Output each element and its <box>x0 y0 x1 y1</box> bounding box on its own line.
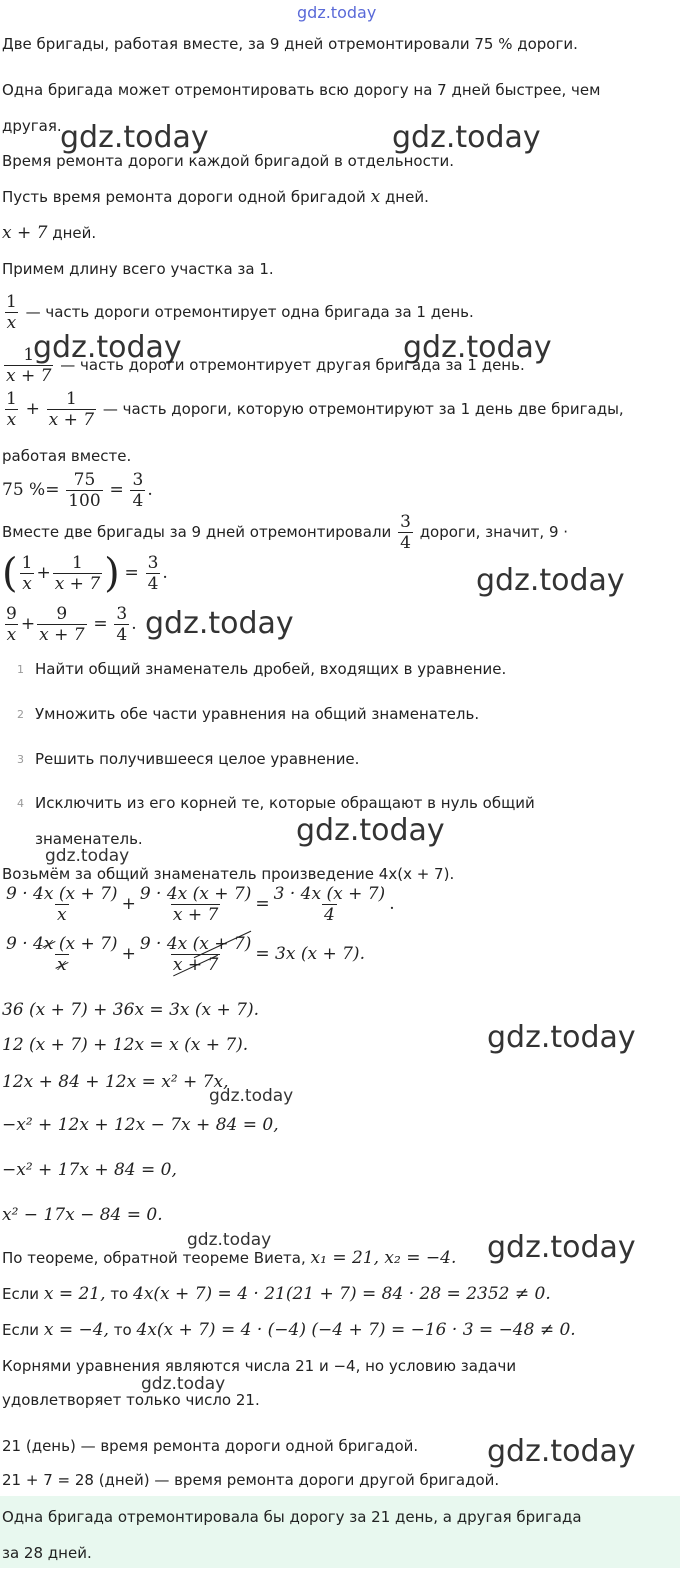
problem-line-2: Одна бригада может отремонтировать всю дорогу на 7 дней быстрее, чем <box>2 81 601 99</box>
second-brigade-time <box>2 223 96 243</box>
watermark: gdz.today <box>296 813 445 848</box>
together-text: Вместе две бригады за 9 дней отремонтировали <box>2 523 392 541</box>
let-statement <box>2 187 429 207</box>
find-statement: Время ремонта дороги каждой бригадой в отдельности. <box>2 152 455 170</box>
rate-second-line <box>2 345 525 386</box>
let-text: Пусть время ремонта дороги одной бригадой <box>2 188 366 206</box>
rate-sum-line: $\frac{1}{x}$ + $\frac{1}{x + 7}$ — часть дороги, которую отремонтируют за 1 день две бригады, <box>6 389 624 430</box>
expr-x-plus-7: x + 7 <box>2 223 48 243</box>
watermark-small: gdz.today <box>141 1374 226 1394</box>
fraction-3-4: $\frac{3}{4}$ <box>132 470 144 511</box>
watermark-top: gdz.today <box>297 3 377 22</box>
var-x: x <box>370 187 381 207</box>
answer-line-2: за 28 дней. <box>2 1544 92 1562</box>
watermark: gdz.today <box>476 563 625 598</box>
rate-sum-text: — часть дороги, которую отремонтируют за 1 день две бригады, <box>102 400 624 418</box>
multiplied-equation: $\frac{9 \cdot 4x (x + 7)}{x}$ + $\frac{9 \cdot 4x (x + 7)}{x + 7}$ = $\frac{3 \cdot 4x (x + 7)}{4}$ . <box>6 884 395 925</box>
cancelled-equation: $\frac{9 \cdot 4x (x + 7)}{x}$ + $\frac{9 \cdot 4x (x + 7)}{x + 7}$ = 3x (x + 7). <box>6 934 365 975</box>
watermark-small: gdz.today <box>209 1086 294 1106</box>
equation-paren: ( $\frac{1}{x}$ + $\frac{1}{x + 7}$ ) = $\frac{3}{4}$ . <box>2 550 168 597</box>
equation-step-6: x² − 17x − 84 = 0. <box>2 1205 163 1225</box>
watermark: gdz.today <box>392 120 541 155</box>
fraction-1-over-x-plus-7: $\frac{1}{x + 7}$ <box>6 345 52 386</box>
vieta-line <box>2 1248 456 1268</box>
equation-step-5: −x² + 17x + 84 = 0, <box>2 1160 177 1180</box>
equation-step-3: 12x + 84 + 12x = x² + 7x, <box>2 1072 229 1092</box>
equation-main: $\frac{9}{x}$ + $\frac{9}{x + 7}$ = $\frac{3}{4}$ . <box>6 604 137 645</box>
fraction-1-over-x: $\frac{1}{x}$ <box>6 292 17 333</box>
watermark: gdz.today <box>487 1434 636 1469</box>
fraction-1-over-x: $\frac{1}{x}$ <box>6 389 17 430</box>
equation-step-4: −x² + 12x + 12x − 7x + 84 = 0, <box>2 1115 279 1135</box>
answer-line-1: Одна бригада отремонтировала бы дорогу за 21 день, а другая бригада <box>2 1508 582 1526</box>
rate-first-text: — часть дороги отремонтирует одна бригада за 1 день. <box>25 303 474 321</box>
problem-line-1: Две бригады, работая вместе, за 9 дней отремонтировали 75 % дороги. <box>2 35 578 53</box>
assume-length: Примем длину всего участка за 1. <box>2 260 274 278</box>
equation-step-2: 12 (x + 7) + 12x = x (x + 7). <box>2 1035 249 1055</box>
vieta-roots: x₁ = 21, x₂ = −4. <box>310 1248 457 1268</box>
together-line <box>2 512 568 553</box>
watermark: gdz.today <box>403 330 552 365</box>
together-text-2: дороги, значит, 9 · <box>419 523 569 541</box>
problem-line-3: другая. <box>2 117 62 135</box>
common-denominator: Возьмём за общий знаменатель произведение 4x(x + 7). <box>2 865 455 883</box>
percent-text: 75 %= <box>2 480 60 500</box>
answer-box <box>0 1496 680 1568</box>
roots-conclusion-2: удовлетворяет только число 21. <box>2 1391 260 1409</box>
watermark: gdz.today <box>33 330 182 365</box>
watermark: gdz.today <box>60 120 209 155</box>
rate-second-text: — часть дороги отремонтирует другая бригада за 1 день. <box>60 356 525 374</box>
rate-first-line <box>2 292 474 333</box>
check-root-1: Если x = 21, то 4x(x + 7) = 4 · 21(21 + 7) = 84 · 28 = 2352 ≠ 0. <box>2 1284 551 1304</box>
rate-sum-cont: работая вместе. <box>2 447 132 465</box>
result-second: 21 + 7 = 28 (дней) — время ремонта дороги другой бригадой. <box>2 1471 500 1489</box>
percent-conversion: 75 %= $\frac{75}{100}$ = $\frac{3}{4}$ . <box>2 470 153 511</box>
fraction-3-4: $\frac{3}{4}$ <box>400 512 411 553</box>
let-unit: дней. <box>384 188 429 206</box>
fraction-75-100: $\frac{75}{100}$ <box>68 470 101 511</box>
equation-step-1: 36 (x + 7) + 36x = 3x (x + 7). <box>2 1000 260 1020</box>
fraction-1-over-x-plus-7: $\frac{1}{x + 7}$ <box>48 389 95 430</box>
check-root-2: Если x = −4, то 4x(x + 7) = 4 · (−4) (−4 + 7) = −16 · 3 = −48 ≠ 0. <box>2 1320 576 1340</box>
days-text: дней. <box>52 224 97 242</box>
roots-conclusion-1: Корнями уравнения являются числа 21 и −4, но условию задачи <box>2 1357 517 1375</box>
vieta-text: По теореме, обратной теореме Виета, <box>2 1249 306 1267</box>
watermark: gdz.today <box>487 1230 636 1265</box>
result-first: 21 (день) — время ремонта дороги одной бригадой. <box>2 1437 419 1455</box>
watermark-small: gdz.today <box>187 1230 272 1250</box>
watermark: gdz.today <box>487 1020 636 1055</box>
watermark-small: gdz.today <box>45 846 130 866</box>
watermark: gdz.today <box>145 606 294 641</box>
